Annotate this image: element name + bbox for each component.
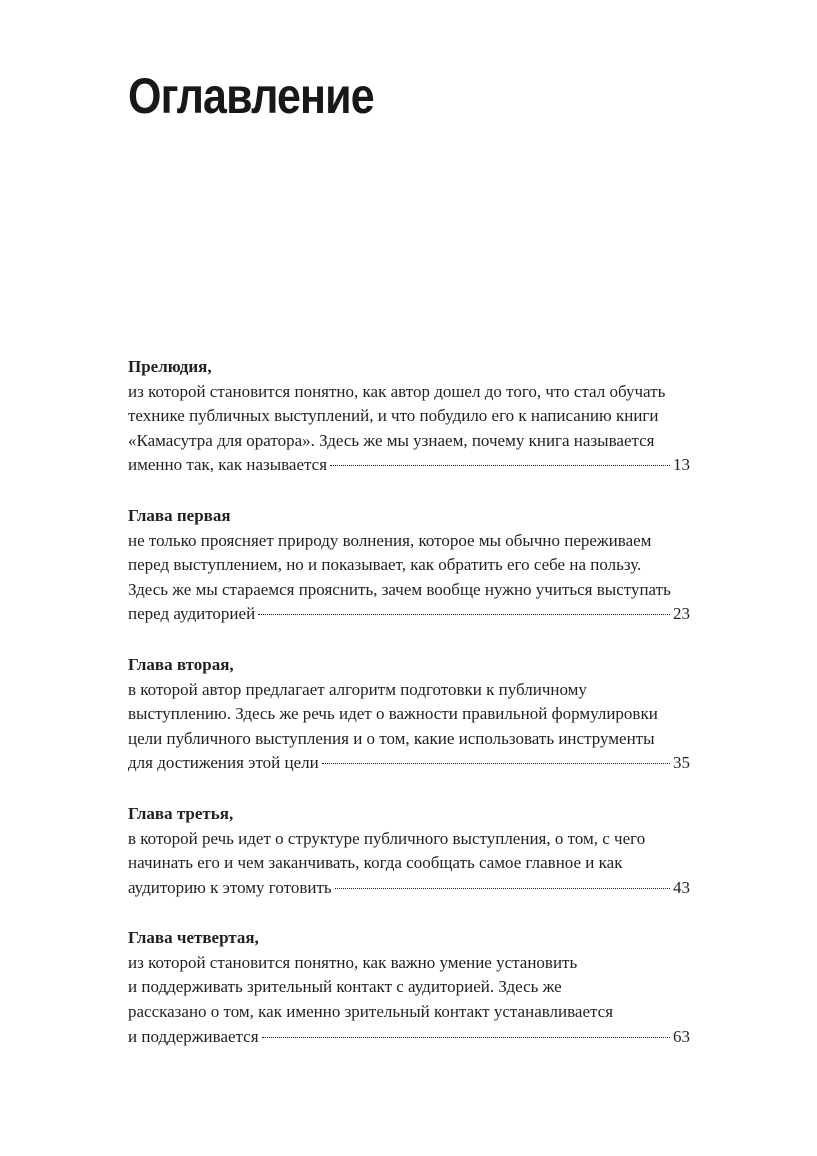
entry-description-line: не только проясняет природу волнения, которое мы обычно переживаем [128, 530, 652, 550]
entry-description-line: из которой становится понятно, как важно умение установить [128, 952, 578, 972]
entry-description-line: рассказано о том, как именно зрительный контакт устанавливается [128, 1002, 614, 1022]
table-of-contents [128, 355, 690, 1075]
dot-leader [330, 465, 670, 466]
toc-entry-chapter-4 [128, 926, 690, 1049]
page-number: 35 [673, 753, 690, 773]
entry-final-line [128, 876, 690, 901]
entry-heading: Глава четвертая, [128, 928, 259, 948]
toc-entry-prelude [128, 355, 690, 478]
entry-description-line: технике публичных выступлений, и что побудило его к написанию книги [128, 406, 659, 426]
entry-description-line: «Камасутра для оратора». Здесь же мы узнаем, почему книга называется [128, 430, 655, 450]
entry-final-line [128, 1025, 690, 1050]
toc-entry-chapter-3 [128, 802, 690, 900]
entry-description-line: для достижения этой цели [128, 753, 319, 773]
entry-final-line [128, 602, 690, 627]
entry-description-line: перед выступлением, но и показывает, как обратить его себе на пользу. [128, 555, 642, 575]
entry-description-line: перед аудиторией [128, 604, 256, 624]
entry-description-line: в которой автор предлагает алгоритм подготовки к публичному [128, 679, 587, 699]
page-number: 23 [673, 604, 690, 624]
dot-leader [335, 888, 670, 889]
entry-description-line: и поддерживать зрительный контакт с аудиторией. Здесь же [128, 977, 562, 997]
entry-heading: Глава вторая, [128, 654, 234, 674]
entry-description-line: и поддерживается [128, 1026, 259, 1046]
entry-heading: Прелюдия, [128, 357, 212, 376]
toc-entry-chapter-1 [128, 504, 690, 627]
dot-leader [322, 763, 670, 764]
entry-final-line [128, 453, 690, 478]
entry-description-line: именно так, как называется [128, 455, 328, 475]
entry-description-line: аудиторию к этому готовить [128, 877, 332, 897]
entry-description-line: в которой речь идет о структуре публичного выступления, о том, с чего [128, 828, 646, 848]
page-number: 43 [673, 877, 690, 897]
entry-final-line [128, 751, 690, 776]
entry-description-line: выступлению. Здесь же речь идет о важности правильной формулировки [128, 704, 658, 724]
toc-entry-chapter-2 [128, 653, 690, 776]
dot-leader [258, 614, 670, 615]
entry-description-line: Здесь же мы стараемся прояснить, зачем вообще нужно учиться выступать [128, 579, 671, 599]
page-title: Оглавление [128, 68, 374, 124]
entry-heading: Глава третья, [128, 803, 234, 823]
entry-description-line: цели публичного выступления и о том, какие использовать инструменты [128, 728, 655, 748]
page-number: 13 [673, 455, 690, 475]
entry-heading: Глава первая [128, 505, 231, 525]
entry-description-line: из которой становится понятно, как автор дошел до того, что стал обучать [128, 381, 666, 401]
entry-description-line: начинать его и чем заканчивать, когда сообщать самое главное и как [128, 853, 623, 873]
dot-leader [262, 1037, 670, 1038]
page-number: 63 [673, 1026, 690, 1046]
